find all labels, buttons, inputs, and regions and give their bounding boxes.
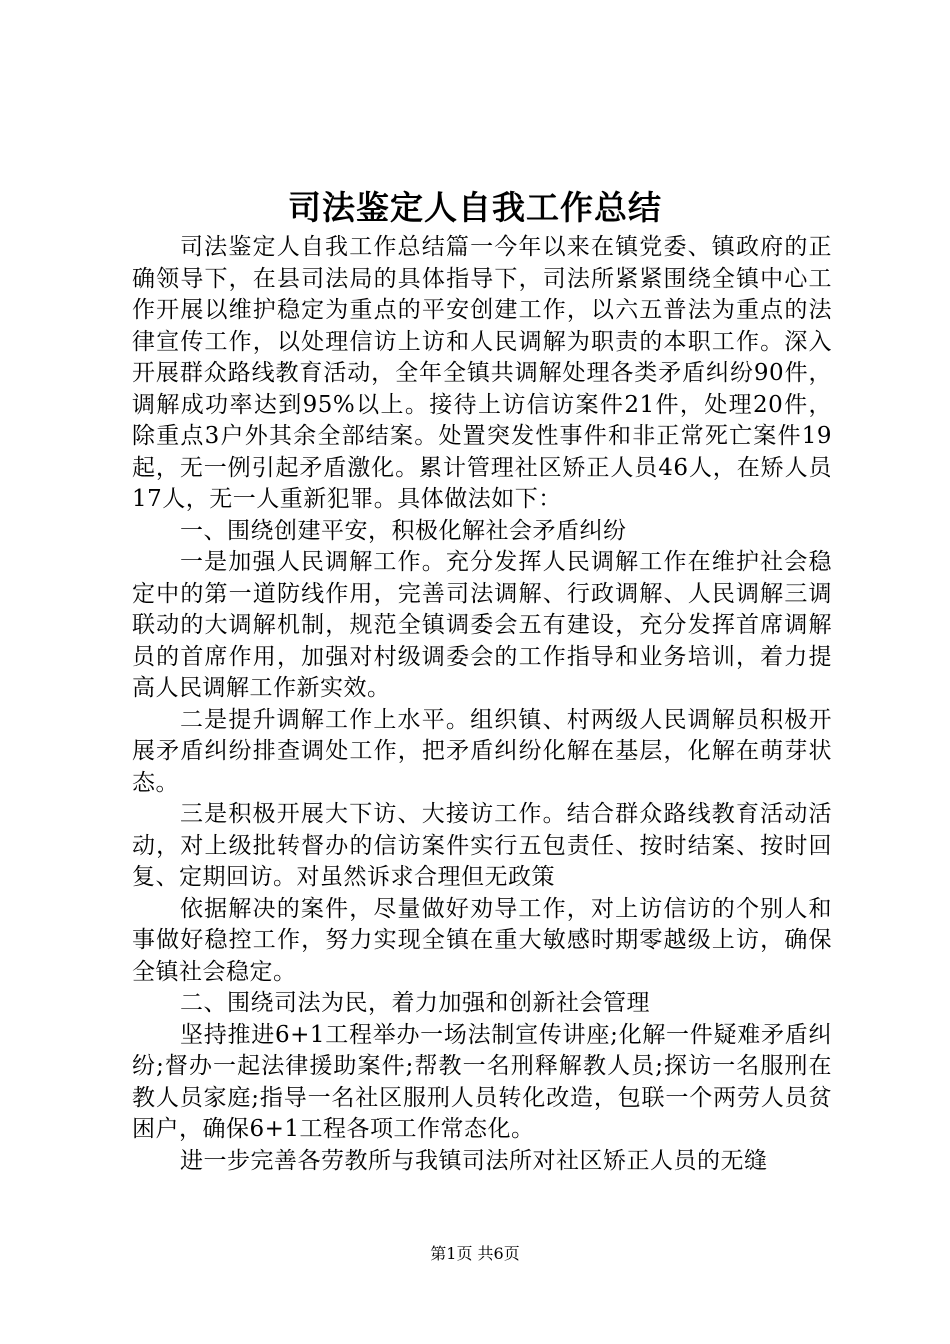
document-title: 司法鉴定人自我工作总结 (288, 188, 662, 227)
section-heading-2: 二、围绕司法为民，着力加强和创新社会管理 (180, 990, 650, 1016)
paragraph-improve-mediation: 二是提升调解工作上水平。组织镇、村两级人民调解员积极开展矛盾纠纷排查调处工作，把矛盾纠纷化解在基层，化解在萌芽状态。 (132, 706, 832, 796)
paragraph-project: 坚持推进6+1工程举办一场法制宣传讲座;化解一件疑难矛盾纠纷;督办一起法律援助案件;帮教一名刑释解教人员;探访一名服刑在教人员家庭;指导一名社区服刑人员转化改造，包联一个两劳人员贫困户，确保6+1工程各项工作常态化。 (132, 1021, 832, 1142)
page-footer: 第1页 共6页 (430, 1244, 520, 1263)
paragraph-continuation: 进一步完善各劳教所与我镇司法所对社区矫正人员的无缝 (180, 1147, 768, 1174)
section-heading-1: 一、围绕创建平安，积极化解社会矛盾纠纷 (180, 517, 627, 544)
paragraph-visits-continued: 依据解决的案件，尽量做好劝导工作，对上访信访的个别人和事做好稳控工作，努力实现全镇在重大敏感时期零越级上访，确保全镇社会稳定。 (132, 895, 832, 985)
paragraph-mediation: 一是加强人民调解工作。充分发挥人民调解工作在维护社会稳定中的第一道防线作用，完善司法调解、行政调解、人民调解三调联动的大调解机制，规范全镇调委会五有建设，充分发挥首席调解员的首席作用，加强对村级调委会的工作指导和业务培训，着力提高人民调解工作新实效。 (132, 549, 832, 701)
intro-paragraph: 司法鉴定人自我工作总结篇一今年以来在镇党委、镇政府的正确领导下，在县司法局的具体指导下，司法所紧紧围绕全镇中心工作开展以维护稳定为重点的平安创建工作，以六五普法为重点的法律宣传工作，以处理信访上访和人民调解为职责的本职工作。深入开展群众路线教育活动，全年全镇共调解处理各类矛盾纠纷90件，调解成功率达到95%以上。接待上访信访案件21件，处理20件，除重点3户外其余全部结案。处置突发性事件和非正常死亡案件19起，无一例引起矛盾激化。累计管理社区矫正人员46人，在矫人员17人，无一人重新犯罪。具体做法如下： (132, 234, 832, 512)
paragraph-visits: 三是积极开展大下访、大接访工作。结合群众路线教育活动活动，对上级批转督办的信访案件实行五包责任、按时结案、按时回复、定期回访。对虽然诉求合理但无政策 (132, 801, 832, 890)
document-body (132, 232, 832, 1177)
